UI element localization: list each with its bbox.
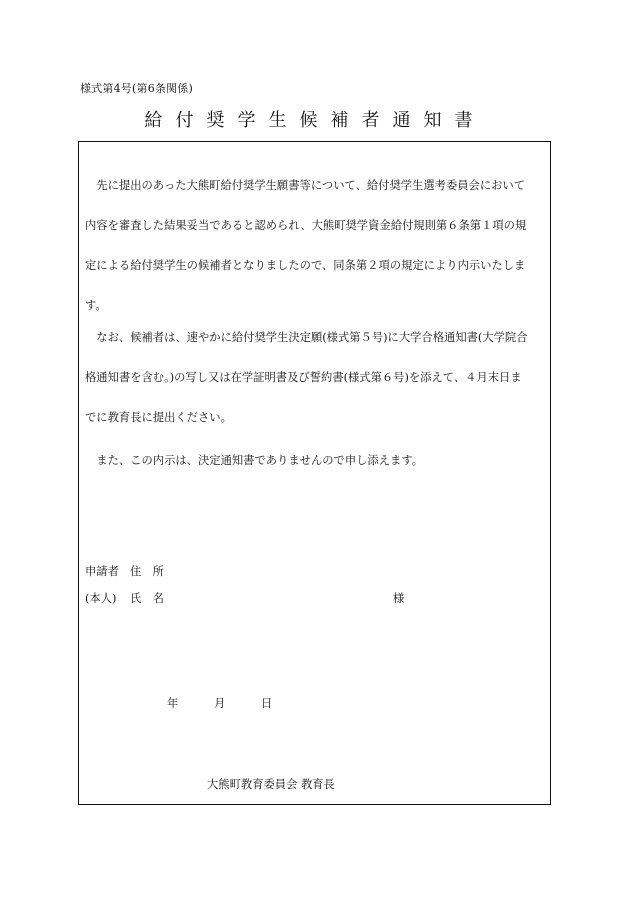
paragraph-2-line: 格通知書を含む。)の写し又は在学証明書及び誓約書(様式第６号)を添えて、４月末日ま — [85, 371, 522, 384]
paragraph-1 — [85, 166, 547, 326]
paragraph-1-line: 定による給付奨学生の候補者となりましたので、同条第２項の規定により内示いたしま — [85, 259, 526, 272]
applicant-label: 申請者 — [85, 565, 119, 578]
paragraph-1-line: す。 — [85, 299, 107, 312]
form-number: 様式第4号(第6条関係) — [80, 82, 193, 95]
date-year: 年 — [167, 697, 179, 710]
name-label: 氏 名 — [130, 592, 164, 605]
paragraph-1-line: 先に提出のあった大熊町給付奨学生願書等について、給付奨学生選考委員会において — [85, 179, 526, 192]
address-label: 住 所 — [130, 565, 164, 578]
paragraph-2-line: なお、候補者は、速やかに給付奨学生決定願(様式第５号)に大学合格通知書(大学院合 — [85, 331, 528, 344]
date-month: 月 — [214, 697, 226, 710]
date-day: 日 — [261, 697, 273, 710]
paragraph-3-line: また、この内示は、決定通知書でありませんので申し添えます。 — [85, 454, 424, 467]
paragraph-1-line: 内容を審査した結果妥当であると認められ、大熊町奨学資金給付規則第６条第１項の規 — [85, 219, 527, 232]
paragraph-2-line: でに教育長に提出ください。 — [85, 411, 232, 424]
paragraph-2 — [85, 318, 547, 438]
self-label: (本人) — [85, 592, 117, 605]
document-title: 給付奨学生候補者通知書 — [144, 110, 486, 131]
honorific: 様 — [393, 592, 405, 605]
paragraph-3 — [85, 441, 547, 481]
issuer: 大熊町教育委員会 教育長 — [207, 778, 335, 791]
